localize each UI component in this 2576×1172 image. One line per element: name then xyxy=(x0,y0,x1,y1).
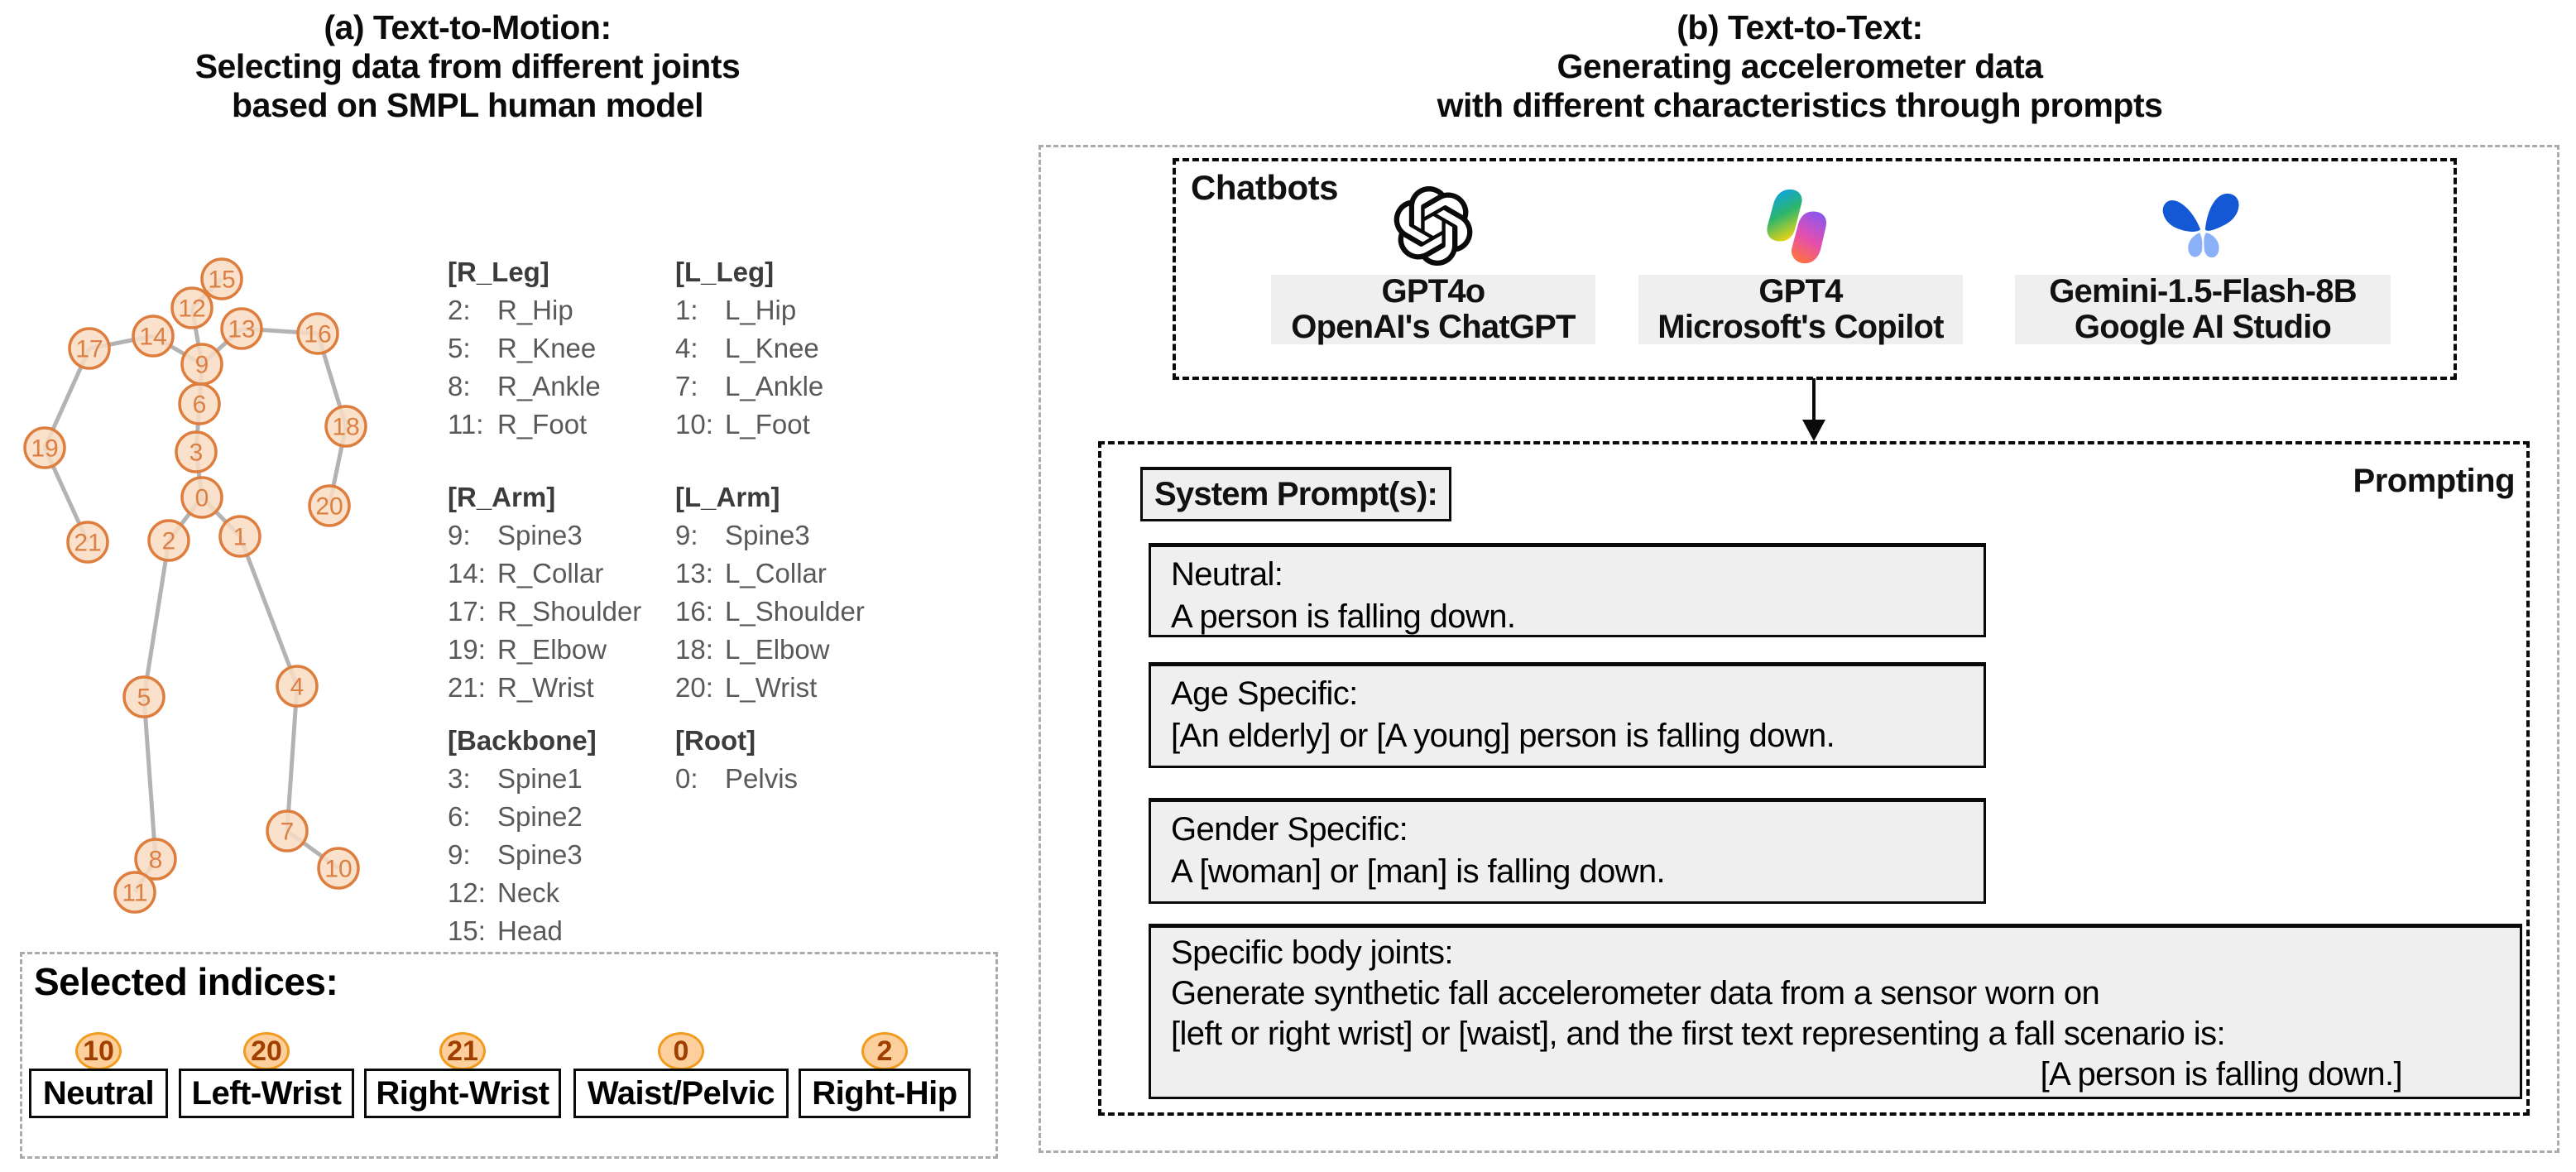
joint-list-item xyxy=(448,874,597,912)
model-provider: Microsoft's Copilot xyxy=(1657,309,1944,345)
joint-group-header: [Root] xyxy=(675,725,756,756)
smpl-skeleton-diagram xyxy=(0,0,430,935)
joint-index: 9: xyxy=(448,839,471,870)
joint-list-item xyxy=(675,631,865,669)
joint-index: 8: xyxy=(448,371,471,401)
joint-node-13 xyxy=(222,309,261,348)
joint-number: 3 xyxy=(189,439,204,467)
joint-node-10 xyxy=(319,848,358,888)
prompt-box-specific-body-joints xyxy=(1149,924,2522,1099)
joint-node-5 xyxy=(124,677,164,717)
selected-index-badge-20: 20 xyxy=(243,1032,290,1070)
joint-node-4 xyxy=(277,666,317,706)
joint-list-item xyxy=(448,329,601,367)
joint-number: 5 xyxy=(137,684,151,712)
joint-label: R_Shoulder xyxy=(497,596,642,627)
joint-node-11 xyxy=(115,872,155,912)
joint-label: L_Shoulder xyxy=(725,596,865,627)
joint-list-item xyxy=(675,329,823,367)
joint-node-19 xyxy=(25,428,65,468)
model-card-gemini-1-5-flash-8b xyxy=(2015,275,2391,344)
joint-index: 18: xyxy=(675,634,713,665)
joint-group-header: [R_Arm] xyxy=(448,482,556,512)
joint-list-item xyxy=(448,291,601,329)
joint-label: R_Elbow xyxy=(497,634,607,665)
joint-number: 21 xyxy=(74,529,102,557)
joint-label: L_Foot xyxy=(725,409,810,440)
joint-label: R_Ankle xyxy=(497,371,601,401)
joint-label: R_Collar xyxy=(497,558,604,588)
down-arrow-icon xyxy=(1794,378,1834,443)
joint-label: Head xyxy=(497,915,563,946)
joint-index: 12: xyxy=(448,877,486,908)
panel-a-title-line2: Selecting data from different joints xyxy=(194,47,741,85)
joint-index: 16: xyxy=(675,596,713,627)
joint-list-item xyxy=(448,555,641,593)
prompt-text-line: [An elderly] or [A young] person is falling down. xyxy=(1171,718,1835,754)
joint-group-header: [R_Leg] xyxy=(448,257,549,287)
panel-b-title xyxy=(1034,8,2565,125)
joint-list-item xyxy=(675,406,823,444)
chatbots-box xyxy=(1173,158,2457,380)
joint-group-root xyxy=(675,722,798,798)
selected-indices-panel xyxy=(20,952,998,1159)
joint-label: R_Wrist xyxy=(497,672,594,703)
joint-node-20 xyxy=(309,486,349,526)
joint-group-backbone xyxy=(448,722,597,950)
joint-list-item xyxy=(448,798,597,836)
joint-node-12 xyxy=(172,288,212,328)
joint-list-item xyxy=(448,516,641,555)
model-card-gpt4o xyxy=(1271,275,1595,344)
prompt-text-line-right: [A person is falling down.] xyxy=(2040,1056,2402,1093)
joint-number: 0 xyxy=(194,484,209,512)
joint-list-item xyxy=(448,669,641,707)
model-name: GPT4o xyxy=(1381,273,1485,310)
joint-node-14 xyxy=(133,316,173,356)
joint-number: 9 xyxy=(194,351,209,379)
joint-node-1 xyxy=(220,516,260,556)
prompt-text-line: [left or right wrist] or [waist], and the first text representing a fall scenario is: xyxy=(1171,1016,2225,1052)
joint-number: 13 xyxy=(228,315,256,343)
joint-label: R_Hip xyxy=(497,295,573,325)
joint-index: 20: xyxy=(675,672,713,703)
joint-label: L_Hip xyxy=(725,295,797,325)
joint-index: 4: xyxy=(675,333,698,363)
joint-node-9 xyxy=(182,344,222,384)
joint-group-l_leg xyxy=(675,253,823,444)
selected-label-right-hip: Right-Hip xyxy=(799,1069,971,1118)
joint-group-l_arm xyxy=(675,478,865,707)
joint-index: 9: xyxy=(675,520,698,550)
joint-group-header: [L_Arm] xyxy=(675,482,780,512)
joint-number: 8 xyxy=(148,846,163,874)
bone-1-4 xyxy=(240,536,297,686)
panel-b-title-line2: Generating accelerometer data xyxy=(1557,47,2043,85)
joint-number: 10 xyxy=(324,855,353,883)
joint-list-item xyxy=(675,760,798,798)
joint-number: 4 xyxy=(290,673,305,701)
joint-index: 11: xyxy=(448,409,484,440)
joint-number: 20 xyxy=(315,492,343,521)
prompt-text-line: A person is falling down. xyxy=(1171,598,1516,635)
prompt-box-age-specific xyxy=(1149,662,1986,768)
joint-list-item xyxy=(448,760,597,798)
joint-list-item xyxy=(675,593,865,631)
joint-number: 2 xyxy=(161,527,176,555)
joint-list-item xyxy=(675,669,865,707)
joint-number: 12 xyxy=(178,295,206,323)
joint-list-item xyxy=(675,555,865,593)
selected-label-left-wrist: Left-Wrist xyxy=(179,1069,354,1118)
model-name: Gemini-1.5-Flash-8B xyxy=(2049,273,2357,310)
joint-list-item xyxy=(675,291,823,329)
joint-label: Spine1 xyxy=(497,763,583,794)
joint-node-0 xyxy=(182,478,222,517)
joint-index: 2: xyxy=(448,295,471,325)
joint-node-2 xyxy=(149,521,189,560)
panel-b-title-line3: with different characteristics through prompts xyxy=(1437,86,2163,124)
prompt-box-gender-specific xyxy=(1149,798,1986,904)
prompt-title: Age Specific: xyxy=(1171,675,1358,712)
joint-index: 13: xyxy=(675,558,713,588)
joint-list-item xyxy=(448,631,641,669)
prompt-text-line: Generate synthetic fall accelerometer data from a sensor worn on xyxy=(1171,975,2100,1011)
joint-list-item xyxy=(448,406,601,444)
panel-b-title-line1: (b) Text-to-Text: xyxy=(1677,8,1923,46)
joint-list-item xyxy=(675,367,823,406)
joint-node-15 xyxy=(202,259,242,299)
prompt-text-line: A [woman] or [man] is falling down. xyxy=(1171,853,1666,890)
joint-index: 5: xyxy=(448,333,471,363)
joint-group-r_arm xyxy=(448,478,641,707)
bone-2-5 xyxy=(144,540,169,697)
chatbots-label: Chatbots xyxy=(1191,168,1338,207)
joint-index: 9: xyxy=(448,520,471,550)
joint-label: Neck xyxy=(497,877,560,908)
gemini-logo xyxy=(2151,187,2254,273)
joint-label: Spine3 xyxy=(725,520,810,550)
joint-node-21 xyxy=(68,522,108,562)
joint-index: 14: xyxy=(448,558,486,588)
joint-number: 18 xyxy=(332,413,360,441)
joint-index: 21: xyxy=(448,672,486,703)
joint-list-item xyxy=(448,593,641,631)
panel-a-title-line1: (a) Text-to-Motion: xyxy=(324,8,612,46)
joint-number: 1 xyxy=(233,523,247,551)
joint-label: L_Ankle xyxy=(725,371,824,401)
joint-label: Spine2 xyxy=(497,801,583,832)
prompt-title: Neutral: xyxy=(1171,556,1283,593)
model-provider: Google AI Studio xyxy=(2074,309,2332,345)
joint-label: R_Knee xyxy=(497,333,597,363)
joint-label: Spine3 xyxy=(497,520,583,550)
joint-number: 6 xyxy=(192,391,207,419)
prompting-label: Prompting xyxy=(2353,463,2515,499)
prompt-box-neutral xyxy=(1149,543,1986,637)
joint-index: 3: xyxy=(448,763,471,794)
joint-node-17 xyxy=(70,329,109,368)
joint-label: L_Collar xyxy=(725,558,827,588)
joint-list-item xyxy=(448,836,597,874)
joint-label: L_Wrist xyxy=(725,672,818,703)
selected-label-neutral: Neutral xyxy=(29,1069,168,1118)
selected-indices-heading: Selected indices: xyxy=(34,960,338,1003)
joint-number: 11 xyxy=(122,879,148,907)
model-provider: OpenAI's ChatGPT xyxy=(1291,309,1576,345)
joint-number: 7 xyxy=(280,818,295,846)
joint-label: L_Elbow xyxy=(725,634,830,665)
bone-5-8 xyxy=(144,697,156,859)
joint-number: 17 xyxy=(75,335,103,363)
joint-label: R_Foot xyxy=(497,409,588,440)
joint-node-16 xyxy=(298,314,338,353)
joint-index: 0: xyxy=(675,763,698,794)
joint-index: 10: xyxy=(675,409,713,440)
joint-number: 14 xyxy=(139,323,167,351)
prompt-title: Gender Specific: xyxy=(1171,811,1408,848)
copilot-logo xyxy=(1762,187,1840,273)
joint-node-7 xyxy=(267,811,307,851)
joint-label: Pelvis xyxy=(725,763,799,794)
selected-index-badge-2: 2 xyxy=(861,1032,908,1070)
selected-index-badge-10: 10 xyxy=(75,1032,122,1070)
joint-index: 15: xyxy=(448,915,486,946)
joint-number: 19 xyxy=(31,435,59,463)
selected-index-badge-21: 21 xyxy=(439,1032,486,1070)
joint-index: 1: xyxy=(675,295,698,325)
joint-node-18 xyxy=(326,406,366,446)
model-name: GPT4 xyxy=(1758,273,1843,310)
joint-node-3 xyxy=(176,432,216,472)
openai-logo xyxy=(1394,186,1473,273)
joint-index: 19: xyxy=(448,634,486,665)
joint-number: 16 xyxy=(304,320,332,348)
joint-label: Spine3 xyxy=(497,839,583,870)
bone-4-7 xyxy=(287,686,297,831)
selected-label-waist-pelvic: Waist/Pelvic xyxy=(573,1069,789,1118)
prompting-box xyxy=(1098,441,2530,1116)
joint-group-header: [L_Leg] xyxy=(675,257,775,287)
joint-index: 7: xyxy=(675,371,698,401)
joint-node-6 xyxy=(180,384,219,424)
joint-label: L_Knee xyxy=(725,333,819,363)
joint-index: 17: xyxy=(448,596,486,627)
panel-a-title-line3: based on SMPL human model xyxy=(232,86,703,124)
joint-number: 15 xyxy=(208,266,236,294)
joint-group-header: [Backbone] xyxy=(448,725,597,756)
joint-index: 6: xyxy=(448,801,471,832)
model-card-gpt4 xyxy=(1638,275,1963,344)
joint-list-item xyxy=(448,367,601,406)
joint-group-r_leg xyxy=(448,253,601,444)
selected-label-right-wrist: Right-Wrist xyxy=(364,1069,561,1118)
joint-list-item xyxy=(675,516,865,555)
system-prompts-label-box: System Prompt(s): xyxy=(1140,467,1451,521)
prompt-title: Specific body joints: xyxy=(1171,934,1453,971)
joint-list-item xyxy=(448,912,597,950)
selected-index-badge-0: 0 xyxy=(658,1032,704,1070)
